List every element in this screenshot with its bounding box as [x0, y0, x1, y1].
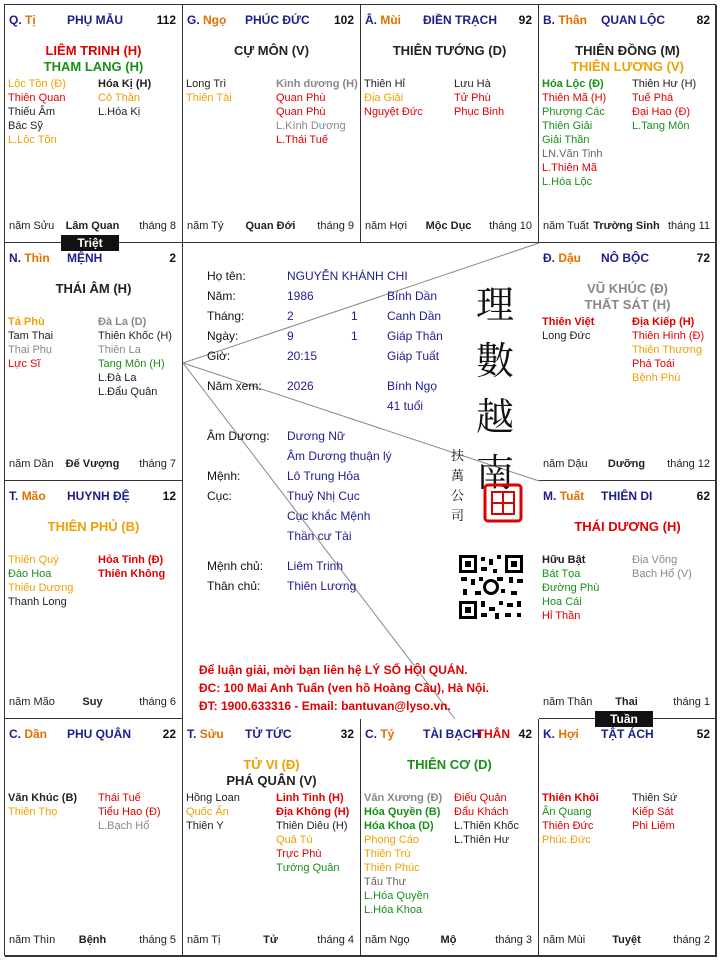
- minor-star: Tả Phù: [8, 316, 45, 328]
- palace-stem: B.: [543, 13, 555, 27]
- main-star: CỰ MÔN (V): [233, 43, 310, 58]
- person-name: NGUYỄN KHÁNH CHI: [287, 269, 408, 283]
- label-menh: Mệnh:: [207, 469, 241, 483]
- palace-month: tháng 8: [139, 220, 176, 232]
- palace-year: năm Tuất: [543, 220, 589, 232]
- minor-star: Thiên Thương: [632, 344, 703, 356]
- minor-star: Tướng Quân: [276, 862, 340, 874]
- minor-star: L.Thiên Hư: [454, 834, 510, 846]
- minor-star: Thiên Việt: [542, 316, 595, 328]
- palace-branch: Thìn: [24, 251, 50, 265]
- minor-star: Hóa Kị (H): [98, 78, 152, 90]
- cuc-3: Thần cư Tài: [287, 529, 352, 543]
- palace-year: năm Mùi: [543, 934, 586, 946]
- palace-stem: Â.: [365, 13, 377, 27]
- minor-star: Phá Toái: [632, 358, 675, 370]
- minor-star: Hỉ Thần: [542, 610, 581, 622]
- minor-star: Phúc Đức: [542, 834, 591, 846]
- minor-star: Hỏa Tinh (Đ): [98, 554, 164, 566]
- palace-stage: Quan Đới: [245, 220, 296, 232]
- cuc-1: Thuỷ Nhị Cục: [287, 489, 360, 503]
- palace-name: PHU QUÂN: [67, 727, 132, 741]
- palace-number: 82: [696, 13, 710, 27]
- palace-name: TỬ TỨC: [245, 727, 292, 741]
- seal-char: 萬: [451, 469, 465, 484]
- palace-year: năm Dậu: [543, 458, 588, 470]
- palace-month: tháng 9: [317, 220, 354, 232]
- horoscope-chart: [4, 4, 716, 956]
- label-menh-chu: Mệnh chủ:: [207, 559, 264, 573]
- calligraphy-char: 數: [475, 339, 514, 383]
- palace-month: tháng 12: [667, 458, 710, 470]
- minor-star: Thiên Sứ: [632, 792, 678, 804]
- minor-star: L.Hóa Khoa: [364, 904, 423, 916]
- label-view-year: Năm xem:: [207, 379, 262, 393]
- palace-number: 62: [696, 489, 710, 503]
- minor-star: Phi Liêm: [632, 820, 675, 832]
- minor-star: Tam Thai: [8, 330, 54, 342]
- minor-star: Hoa Cái: [542, 596, 582, 608]
- seal-char: 扶: [451, 449, 465, 464]
- palace-branch: Tý: [380, 727, 395, 741]
- palace-stage: Thai: [615, 696, 638, 708]
- minor-star: Lực Sĩ: [8, 358, 41, 370]
- birth-hour: 20:15: [287, 349, 318, 363]
- palace-name: ĐIỀN TRẠCH: [423, 13, 497, 27]
- palace-number: 92: [518, 13, 532, 27]
- palace-stem: C.: [9, 727, 21, 741]
- minor-star: L.Hóa Lộc: [542, 176, 593, 188]
- label-name: Họ tên:: [207, 269, 246, 283]
- calligraphy-char: 理: [475, 283, 514, 327]
- palace-name: QUAN LỘC: [601, 13, 665, 27]
- palace-stage: Đế Vượng: [65, 458, 120, 470]
- palace-name: TẬT ÁCH: [601, 727, 654, 741]
- main-star: THIÊN PHỦ (B): [47, 519, 140, 534]
- tuan-tag: Tuần: [595, 711, 653, 727]
- minor-star: Tang Môn (H): [98, 358, 165, 370]
- palace-stem: Q.: [9, 13, 22, 27]
- minor-star: Thiên Không: [98, 568, 166, 580]
- minor-star: Long Đức: [542, 330, 591, 342]
- palace-year: năm Mão: [9, 696, 55, 708]
- palace-month: tháng 6: [139, 696, 176, 708]
- minor-star: Cô Thần: [98, 92, 140, 104]
- minor-star: Thiên Hư (H): [632, 78, 697, 90]
- minor-star: Thiên Đức: [542, 820, 594, 832]
- minor-star: Văn Xương (Đ): [364, 792, 443, 804]
- contact-line-3[interactable]: ĐT: 1900.633316 - Email: bantuvan@lyso.vn.: [199, 699, 451, 713]
- palace-stem: T.: [187, 727, 197, 741]
- minor-star: L.Lộc Tồn: [8, 134, 57, 146]
- minor-star: Hóa Lộc (Đ): [542, 78, 604, 90]
- than-chu: Thiên Lương: [287, 579, 357, 593]
- birth-month-lunar: 1: [351, 309, 358, 323]
- palace-year: năm Tý: [187, 220, 224, 232]
- main-star: THIÊN CƠ (D): [407, 757, 492, 772]
- minor-star: Đường Phù: [542, 582, 600, 594]
- minor-star: L.Hóa Quyền: [364, 890, 429, 902]
- minor-star: Tấu Thư: [364, 876, 407, 888]
- minor-star: Lưu Hà: [454, 78, 491, 90]
- minor-star: Thiên Mã (H): [542, 92, 607, 104]
- minor-star: Tiểu Hao (Đ): [98, 806, 161, 818]
- minor-star: Long Trì: [186, 78, 227, 90]
- minor-star: Thiên Khốc (H): [98, 330, 172, 342]
- main-star: PHÁ QUÂN (V): [226, 773, 317, 788]
- palace-year: năm Thân: [543, 696, 593, 708]
- minor-star: L.Bạch Hổ: [98, 820, 150, 832]
- triet-tag: Triệt: [61, 235, 119, 251]
- palace-branch: Sửu: [199, 727, 224, 741]
- main-star: THẤT SÁT (H): [584, 297, 671, 312]
- palace-stage: Lâm Quan: [65, 220, 120, 232]
- main-star: THIÊN LƯƠNG (V): [571, 59, 684, 74]
- palace-number: 42: [518, 727, 532, 741]
- main-star: THIÊN TƯỚNG (D): [392, 43, 507, 58]
- center-info-panel: [187, 247, 543, 723]
- minor-star: L.Thái Tuế: [276, 134, 328, 146]
- minor-star: Địa Giải: [364, 92, 404, 104]
- palace-name: MỆNH: [67, 251, 103, 265]
- minor-star: Kiếp Sát: [632, 806, 674, 818]
- minor-star: Văn Khúc (B): [8, 792, 78, 804]
- palace-number: 12: [162, 489, 176, 503]
- palace-branch: Tị: [25, 13, 36, 27]
- minor-star: Bệnh Phù: [632, 372, 681, 384]
- minor-star: Bát Tọa: [542, 568, 581, 580]
- palace-month: tháng 1: [673, 696, 710, 708]
- palace-stem: N.: [9, 251, 21, 265]
- red-seal-stamp: [483, 483, 523, 523]
- palace-stage: Dưỡng: [607, 458, 646, 470]
- palace-month: tháng 10: [489, 220, 532, 232]
- minor-star: Đại Hao (Đ): [632, 106, 691, 118]
- minor-star: Bạch Hổ (V): [632, 568, 692, 580]
- minor-star: Thiên Hỉ: [364, 78, 405, 90]
- palace-stem: M.: [543, 489, 557, 503]
- minor-star: Thiên Khôi: [542, 792, 599, 804]
- minor-star: Địa Võng: [632, 554, 678, 566]
- palace-stem: K.: [543, 727, 555, 741]
- palace-month: tháng 5: [139, 934, 176, 946]
- palace-year: năm Ngọ: [365, 934, 410, 946]
- minor-star: Địa Không (H): [276, 806, 350, 818]
- palace-branch: Mùi: [380, 13, 402, 27]
- palace-stage: Mộ: [440, 934, 457, 946]
- palace-stage: Mộc Dục: [425, 220, 472, 232]
- calligraphy-char: 南: [475, 451, 514, 495]
- palace-name: TÀI BẠCH: [423, 727, 481, 741]
- minor-star: Hóa Quyền (B): [364, 806, 441, 818]
- palace-branch: Dần: [24, 727, 48, 741]
- label-am-duong: Âm Dương:: [207, 429, 270, 443]
- palace-year: năm Thìn: [9, 934, 56, 946]
- minor-star: Quan Phù: [276, 92, 326, 104]
- minor-star: Thai Phụ: [8, 344, 53, 356]
- main-star: THÁI DƯƠNG (H): [574, 519, 681, 534]
- minor-star: Thiếu Dương: [8, 582, 74, 594]
- qr-code-icon[interactable]: [457, 553, 525, 621]
- label-year: Năm:: [207, 289, 236, 303]
- minor-star: Thiên Trù: [364, 848, 411, 860]
- label-cuc: Cục:: [207, 489, 232, 503]
- minor-star: Thiên Y: [186, 820, 224, 832]
- minor-star: Phục Binh: [454, 106, 505, 118]
- palace-branch: Ngọ: [203, 13, 227, 27]
- minor-star: LN.Văn Tinh: [542, 148, 603, 160]
- minor-star: Tử Phù: [454, 92, 491, 104]
- birth-day: 9: [287, 329, 294, 343]
- minor-star: L.Đẩu Quân: [98, 386, 158, 398]
- palace-name: THIÊN DI: [601, 489, 653, 503]
- seal-char: 公: [451, 489, 465, 504]
- minor-star: Thiên La: [98, 344, 141, 356]
- main-star: VŨ KHÚC (Đ): [587, 281, 668, 296]
- calligraphy-char: 越: [475, 395, 514, 439]
- palace-year: năm Tị: [187, 934, 221, 946]
- label-than-chu: Thân chủ:: [207, 579, 261, 593]
- minor-star: Thiên Diêu (H): [276, 820, 348, 832]
- minor-star: L.Tang Môn: [632, 120, 690, 132]
- label-month: Tháng:: [207, 309, 245, 323]
- palace-stem: Đ.: [543, 251, 555, 265]
- cuc-2: Cục khắc Mệnh: [287, 509, 371, 523]
- minor-star: Đẩu Khách: [454, 806, 509, 818]
- palace-number: 52: [696, 727, 710, 741]
- palace-stage: Trường Sinh: [593, 220, 660, 232]
- birth-year: 1986: [287, 289, 314, 303]
- palace-name: PHỤ MẪU: [67, 13, 123, 27]
- seal-small-text: [451, 447, 467, 527]
- palace-number: 72: [696, 251, 710, 265]
- am-duong-2: Âm Dương thuận lý: [287, 449, 392, 463]
- palace-branch: Dậu: [558, 251, 582, 265]
- menh-chu: Liêm Trinh: [287, 559, 344, 573]
- minor-star: Thiếu Âm: [8, 106, 56, 118]
- minor-star: Bác Sỹ: [8, 120, 43, 132]
- contact-line-1: Để luận giải, mời bạn liên hệ LÝ SỐ HỘI QUÁN.: [199, 663, 468, 677]
- contact-line-2: ĐC: 100 Mai Anh Tuấn (ven hồ Hoàng Cầu), Hà Nội.: [199, 681, 490, 695]
- minor-star: Đà La (D): [98, 316, 147, 328]
- minor-star: Thiên Quan: [8, 92, 66, 104]
- menh-value: Lô Trung Hỏa: [287, 469, 360, 483]
- minor-star: Linh Tinh (H): [276, 792, 344, 804]
- palace-name: HUYNH ĐỆ: [67, 489, 130, 503]
- minor-star: Thiên Hình (Đ): [632, 330, 705, 342]
- birth-day-lunar: 1: [351, 329, 358, 343]
- palace-branch: Thân: [558, 13, 588, 27]
- label-day: Ngày:: [207, 329, 239, 343]
- minor-star: Quan Phù: [276, 106, 326, 118]
- main-star: THIÊN ĐỒNG (M): [575, 43, 680, 58]
- than-marker: THÂN: [476, 727, 510, 741]
- palace-number: 102: [333, 13, 354, 27]
- palace-stage: Suy: [82, 696, 103, 708]
- main-star: LIÊM TRINH (H): [45, 43, 142, 58]
- minor-star: Hóa Khoa (D): [364, 820, 434, 832]
- minor-star: Phong Cáo: [364, 834, 420, 846]
- view-year-canchi: Bính Ngọ: [387, 379, 438, 393]
- minor-star: Tuế Phá: [632, 92, 674, 104]
- minor-star: L.Kình Dương: [276, 120, 346, 132]
- minor-star: Thanh Long: [8, 596, 67, 608]
- main-star: TỬ VI (Đ): [243, 757, 300, 772]
- minor-star: Giải Thần: [542, 134, 590, 146]
- minor-star: Nguyệt Đức: [364, 106, 423, 118]
- palace-month: tháng 4: [317, 934, 354, 946]
- palace-stage: Bệnh: [78, 934, 107, 946]
- palace-month: tháng 11: [667, 220, 710, 232]
- palace-month: tháng 3: [495, 934, 532, 946]
- minor-star: Đào Hoa: [8, 568, 52, 580]
- palace-branch: Hợi: [558, 727, 579, 741]
- minor-star: Quốc Ấn: [186, 806, 229, 818]
- view-year: 2026: [287, 379, 314, 393]
- palace-month: tháng 2: [673, 934, 710, 946]
- palace-name: NÔ BỘC: [601, 251, 649, 265]
- main-star: THAM LANG (H): [43, 59, 144, 74]
- minor-star: Hữu Bật: [542, 554, 586, 566]
- label-hour: Giờ:: [207, 349, 231, 363]
- minor-star: Thiên Phúc: [364, 862, 420, 874]
- palace-number: 2: [169, 251, 176, 265]
- minor-star: Quả Tú: [276, 834, 313, 846]
- minor-star: L.Đà La: [98, 372, 137, 384]
- birth-hour-canchi: Giáp Tuất: [387, 349, 440, 363]
- palace-number: 32: [340, 727, 354, 741]
- minor-star: Phượng Các: [542, 106, 605, 118]
- birth-month: 2: [287, 309, 294, 323]
- palace-number: 22: [162, 727, 176, 741]
- main-star: THÁI ÂM (H): [55, 281, 132, 296]
- minor-star: Ân Quang: [542, 806, 592, 818]
- minor-star: Hồng Loan: [186, 792, 240, 804]
- birth-day-canchi: Giáp Thân: [387, 329, 443, 343]
- palace-year: năm Hợi: [365, 220, 408, 232]
- minor-star: Điếu Quản: [454, 792, 507, 804]
- minor-star: Lộc Tồn (Đ): [8, 78, 66, 90]
- minor-star: Thiên Thọ: [8, 806, 58, 818]
- palace-stem: C.: [365, 727, 377, 741]
- palace-month: tháng 7: [139, 458, 176, 470]
- minor-star: Trực Phù: [276, 848, 322, 860]
- minor-star: Thiên Tài: [186, 92, 232, 104]
- minor-star: L.Thiên Khốc: [454, 820, 519, 832]
- seal-char: 司: [451, 509, 465, 524]
- palace-year: năm Dần: [9, 458, 54, 470]
- minor-star: Địa Kiếp (H): [632, 316, 695, 328]
- palace-branch: Tuất: [559, 489, 585, 503]
- palace-branch: Mão: [21, 489, 46, 503]
- palace-stem: G.: [187, 13, 200, 27]
- minor-star: Thiên Giải: [542, 120, 593, 132]
- am-duong-1: Dương Nữ: [287, 429, 345, 443]
- palace-stage: Tuyệt: [612, 934, 641, 946]
- palace-stem: T.: [9, 489, 19, 503]
- birth-month-canchi: Canh Dần: [387, 309, 442, 323]
- birth-year-canchi: Bính Dần: [387, 289, 438, 303]
- minor-star: Thiên Quý: [8, 554, 59, 566]
- palace-number: 112: [156, 13, 176, 27]
- minor-star: Kình dương (H): [276, 78, 358, 90]
- calligraphy: [465, 277, 525, 501]
- age: 41 tuổi: [387, 399, 424, 413]
- palace-stage: Tử: [263, 934, 278, 946]
- palace-name: PHÚC ĐỨC: [245, 13, 310, 27]
- minor-star: L.Hóa Kị: [98, 106, 141, 118]
- minor-star: Thái Tuế: [98, 792, 141, 804]
- minor-star: L.Thiên Mã: [542, 162, 598, 174]
- palace-year: năm Sửu: [9, 220, 55, 232]
